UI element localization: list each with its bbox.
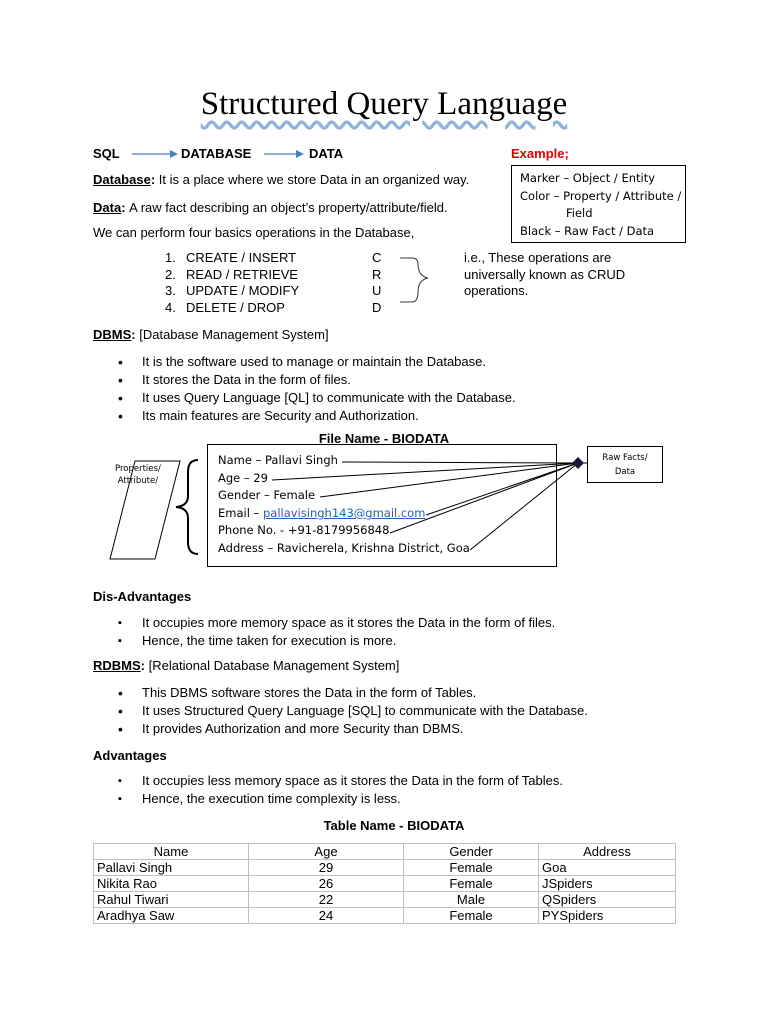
list-item: ▪ It occupies less memory space as it stores the Data in the form of Tables.: [118, 772, 563, 790]
props-label: Properties/ Attribute/: [115, 464, 161, 486]
column-header: Address: [539, 844, 676, 860]
list-item: • This DBMS software stores the Data in the form of Tables.: [118, 684, 588, 702]
operations-intro: We can perform four basics operations in the Database,: [93, 225, 415, 240]
list-item: ▪ It occupies more memory space as it stores the Data in the form of files.: [118, 614, 555, 632]
crud-letters: C R U D: [372, 250, 382, 315]
table-header-row: [94, 844, 676, 860]
list-item: • It uses Structured Query Language [SQL] to communicate with the Database.: [118, 702, 588, 720]
list-item: • It uses Query Language [QL] to communicate with the Database.: [118, 389, 516, 407]
advantages-heading: Advantages: [93, 748, 167, 763]
example-line: Black – Raw Fact / Data: [520, 223, 655, 238]
file-row: Gender – Female: [218, 488, 316, 503]
flow-sql: SQL: [93, 146, 120, 161]
list-item: • It is the software used to manage or maintain the Database.: [118, 353, 516, 371]
operation-item: 2. READ / RETRIEVE: [165, 266, 298, 282]
database-text: It is a place where we store Data in an organized way.: [158, 172, 470, 187]
operation-item: 3. UPDATE / MODIFY: [165, 283, 300, 298]
table-heading: Table Name - BIODATA: [323, 818, 465, 833]
table-row: Aradhya Saw 24 Female PYSpiders: [94, 908, 676, 924]
example-line: Color – Property / Attribute /: [520, 188, 682, 203]
table-row: Rahul Tiwari 22 Male QSpiders: [94, 892, 676, 908]
email-link[interactable]: pallavisingh143@gmail.com: [262, 505, 426, 520]
database-definition: Database: It is a place where we store Data in an organized way.: [93, 172, 470, 187]
column-header: Gender: [404, 844, 539, 860]
file-row: Address – Ravicherela, Krishna District, Goa: [218, 540, 470, 555]
file-row: Age – 29: [218, 470, 268, 485]
list-item: ▪ Hence, the time taken for execution is more.: [118, 632, 555, 650]
file-heading: File Name - BIODATA: [318, 431, 450, 446]
example-label: Example;: [511, 146, 569, 161]
biodata-table: [93, 843, 676, 924]
flow-data: DATA: [309, 146, 344, 161]
database-term: Database: [93, 172, 151, 187]
file-row: Email – pallavisingh143@gmail.com: [218, 505, 426, 520]
data-definition: Data: A raw fact describing an object’s property/attribute/field.: [93, 200, 448, 215]
page-title: Structured Query Language: [200, 86, 568, 122]
example-line: Marker – Object / Entity: [520, 171, 656, 185]
operation-item: 1. CREATE / INSERT: [165, 250, 297, 265]
rdbms-heading: RDBMS: [Relational Database Management System]: [93, 658, 400, 673]
table-row: Nikita Rao 26 Female JSpiders: [94, 876, 676, 892]
list-item: ▪ Hence, the execution time complexity is less.: [118, 790, 563, 808]
advantages-points: [118, 772, 563, 808]
file-row: Phone No. - +91-8179956848: [218, 523, 390, 538]
crud-note: i.e., These operations are universally known as CRUD operations.: [464, 250, 626, 298]
table-row: Pallavi Singh 29 Female Goa: [94, 860, 676, 876]
raw-facts-box: Raw Facts/ Data: [587, 446, 663, 483]
disadvantages-heading: Dis-Advantages: [93, 589, 192, 604]
dbms-heading: DBMS: [Database Management System]: [93, 327, 329, 342]
data-term: Data: [93, 200, 122, 215]
list-item: • It stores the Data in the form of files.: [118, 371, 516, 389]
list-item: • Its main features are Security and Authorization.: [118, 407, 516, 425]
file-row: Name – Pallavi Singh: [218, 453, 338, 467]
column-header: Age: [249, 844, 404, 860]
flow-database: DATABASE: [181, 146, 252, 161]
column-header: Name: [94, 844, 249, 860]
rdbms-points: [118, 684, 588, 738]
disadvantages-points: [118, 614, 555, 650]
operation-item: 4. DELETE / DROP: [165, 299, 285, 315]
list-item: • It provides Authorization and more Security than DBMS.: [118, 720, 588, 738]
data-text: A raw fact describing an object’s property/attribute/field.: [129, 200, 448, 215]
example-line: Field: [566, 206, 593, 220]
